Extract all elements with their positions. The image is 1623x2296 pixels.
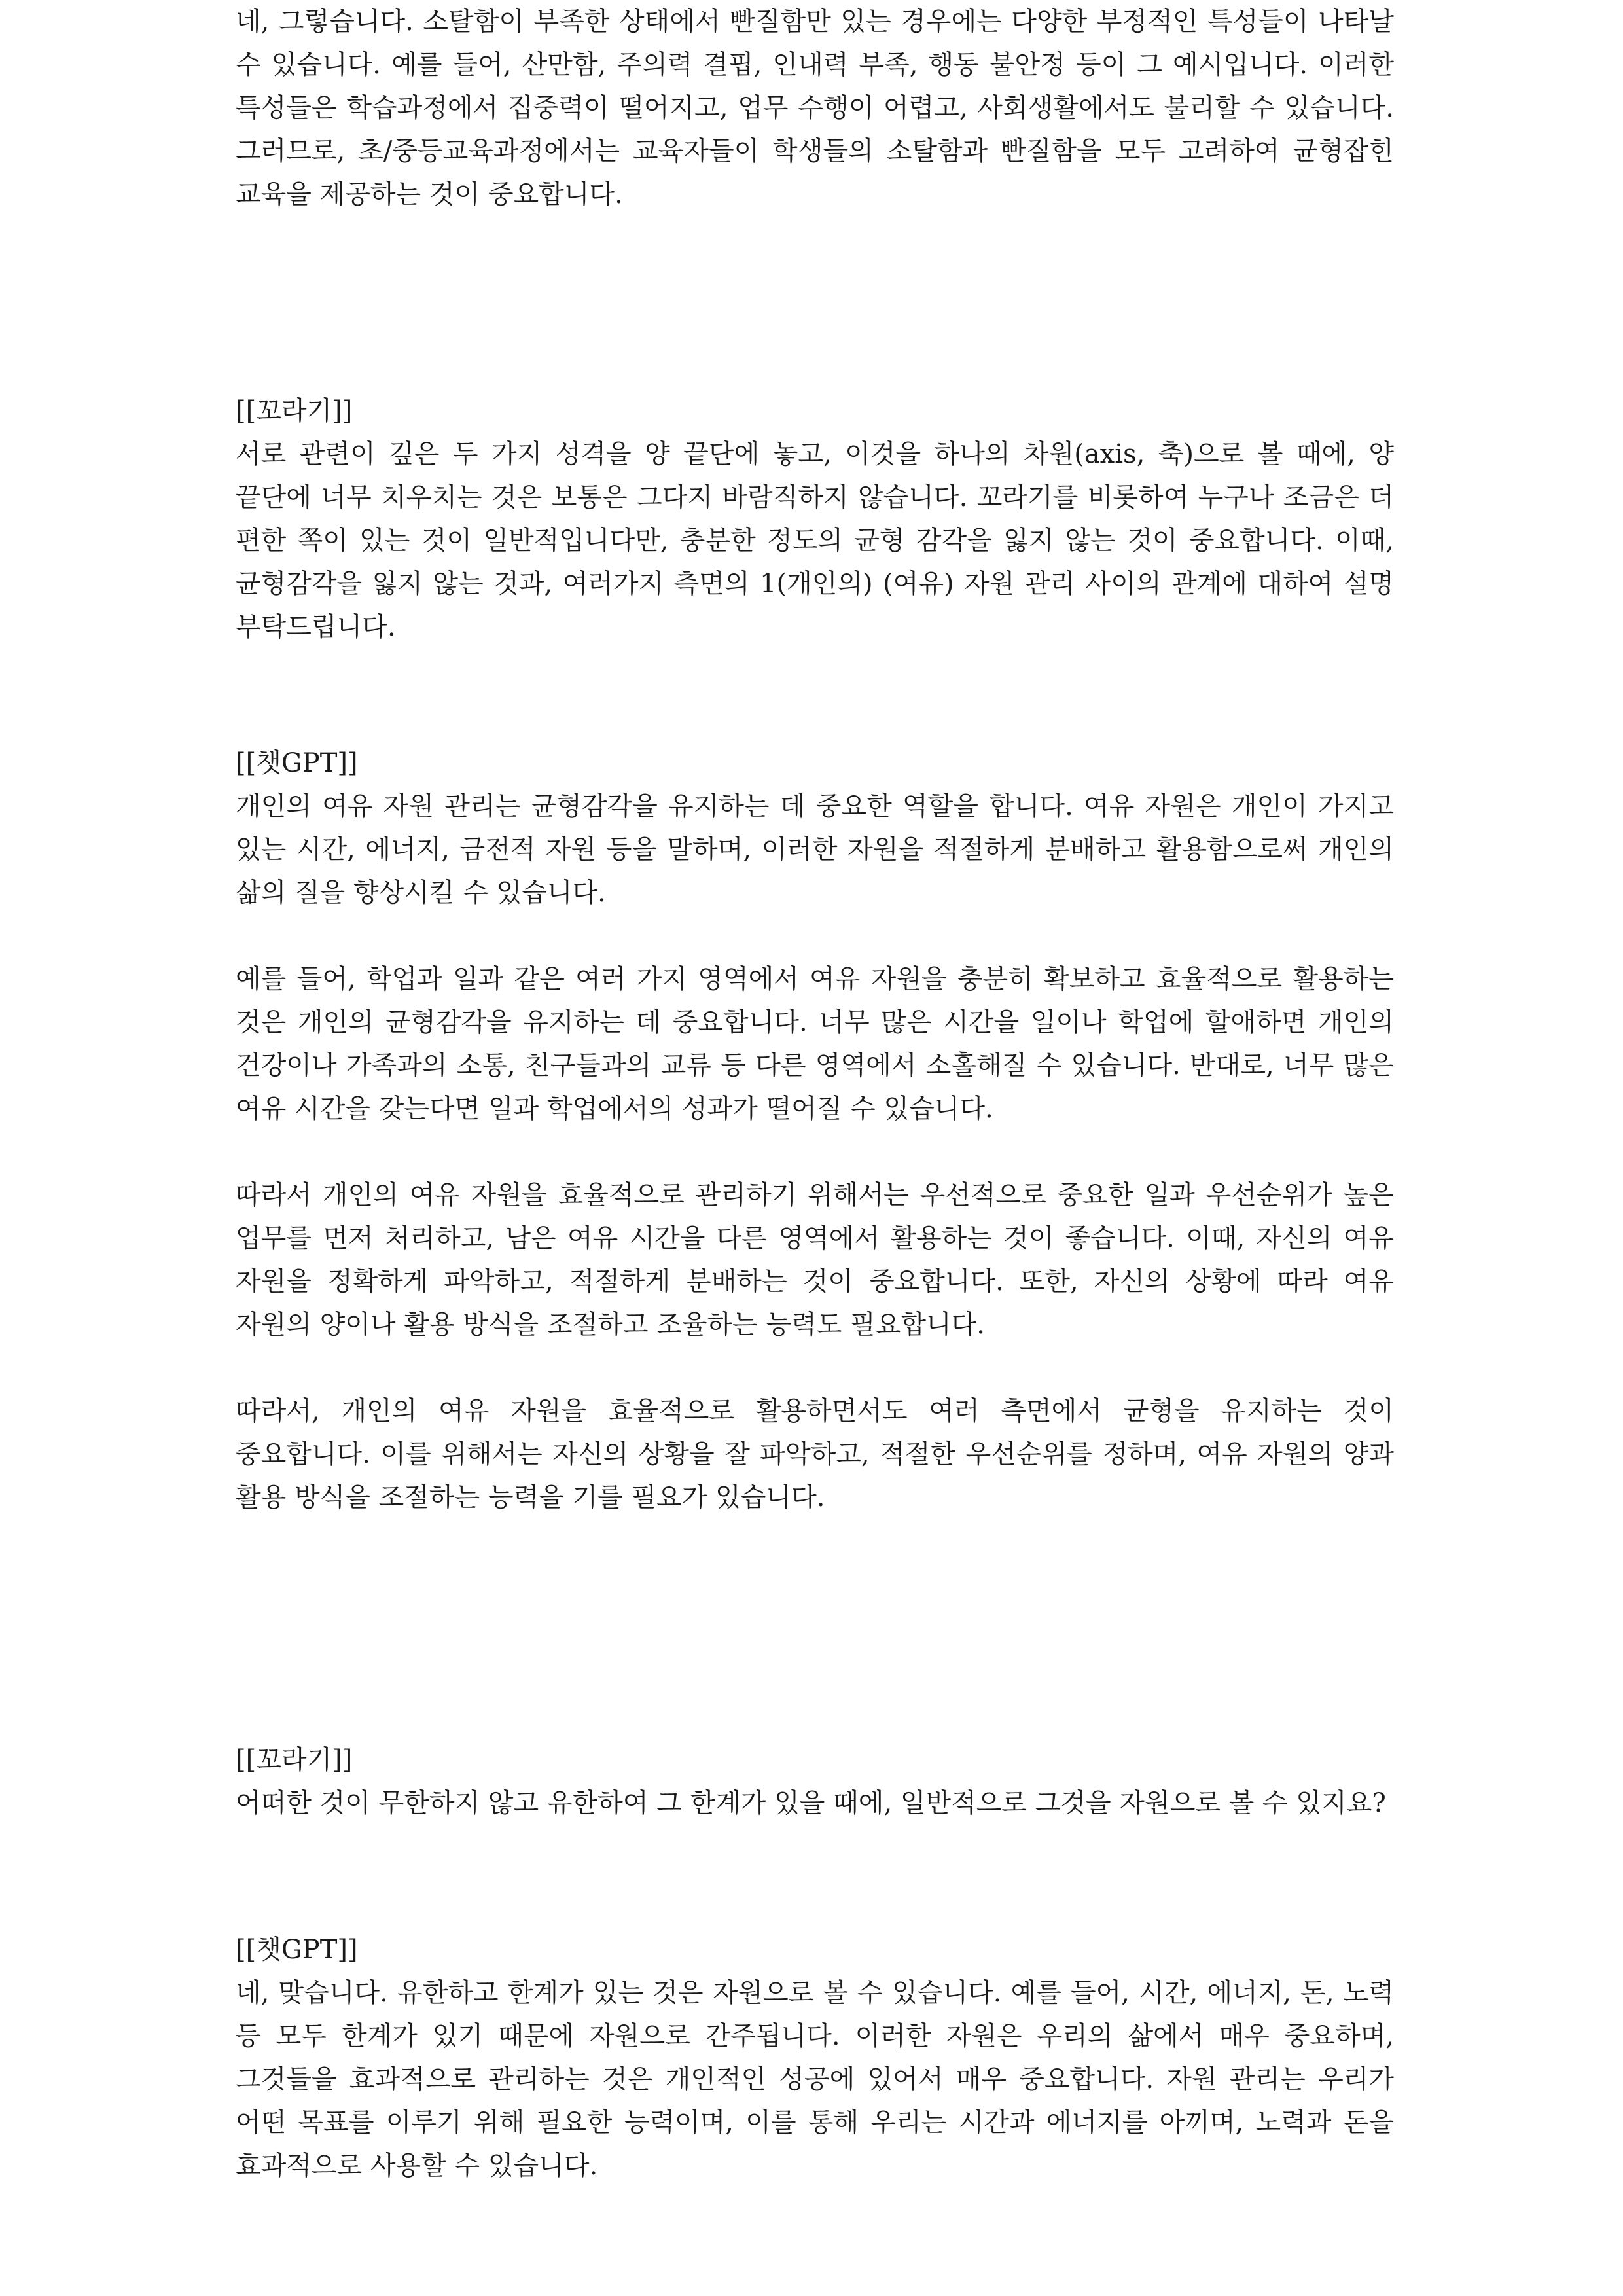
- message-block: [236, 0, 1394, 216]
- speaker-label: [[꼬라기]]: [236, 1745, 353, 1775]
- speaker-label: [[꼬라기]]: [236, 396, 353, 426]
- paragraph: 따라서 개인의 여유 자원을 효율적으로 관리하기 위해서는 우선적으로 중요한 일과 우선순위가 높은 업무를 먼저 처리하고, 남은 여유 시간을 다른 영역에서 활용하는 것이 좋습니다. 이때, 자신의 여유 자원을 정확하게 파악하고, 적절하게 분배하는 것이 중요합니다. 또한, 자신의 상황에 따라 여유 자원의 양이나 활용 방식을 조절하고 조율하는 능력도 필요합니다.: [236, 1180, 1394, 1340]
- paragraph: 네, 그렇습니다. 소탈함이 부족한 상태에서 빤질함만 있는 경우에는 다양한 부정적인 특성들이 나타날 수 있습니다. 예를 들어, 산만함, 주의력 결핍, 인내력 부족, 행동 불안정 등이 그 예시입니다. 이러한 특성들은 학습과정에서 집중력이 떨어지고, 업무 수행이 어렵고, 사회생활에서도 불리할 수 있습니다. 그러므로, 초/중등교육과정에서는 교육자들이 학생들의 소탈함과 빤질함을 모두 고려하여 균형잡힌 교육을 제공하는 것이 중요합니다.: [236, 7, 1394, 209]
- speaker-label: [[챗GPT]]: [236, 748, 358, 778]
- message-block: [236, 1738, 1394, 1825]
- paragraph: 서로 관련이 깊은 두 가지 성격을 양 끝단에 놓고, 이것을 하나의 차원(axis, 축)으로 볼 때에, 양 끝단에 너무 치우치는 것은 보통은 그다지 바람직하지 않습니다. 꼬라기를 비롯하여 누구나 조금은 더 편한 쪽이 있는 것이 일반적입니다만, 충분한 정도의 균형 감각을 잃지 않는 것이 중요합니다. 이때, 균형감각을 잃지 않는 것과, 여러가지 측면의 1(개인의) (여유) 자원 관리 사이의 관계에 대하여 설명 부탁드립니다.: [236, 439, 1394, 642]
- paragraph: 개인의 여유 자원 관리는 균형감각을 유지하는 데 중요한 역할을 합니다. 여유 자원은 개인이 가지고 있는 시간, 에너지, 금전적 자원 등을 말하며, 이러한 자원을 적절하게 분배하고 활용함으로써 개인의 삶의 질을 향상시킬 수 있습니다.: [236, 791, 1394, 908]
- paragraph: 어떠한 것이 무한하지 않고 유한하여 그 한계가 있을 때에, 일반적으로 그것을 자원으로 볼 수 있지요?: [236, 1788, 1386, 1818]
- message-block: [236, 742, 1394, 1519]
- message-block: [236, 389, 1394, 649]
- paragraph: 예를 들어, 학업과 일과 같은 여러 가지 영역에서 여유 자원을 충분히 확보하고 효율적으로 활용하는 것은 개인의 균형감각을 유지하는 데 중요합니다. 너무 많은 시간을 일이나 학업에 할애하면 개인의 건강이나 가족과의 소통, 친구들과의 교류 등 다른 영역에서 소홀해질 수 있습니다. 반대로, 너무 많은 여유 시간을 갖는다면 일과 학업에서의 성과가 떨어질 수 있습니다.: [236, 964, 1394, 1124]
- paragraph: 네, 맞습니다. 유한하고 한계가 있는 것은 자원으로 볼 수 있습니다. 예를 들어, 시간, 에너지, 돈, 노력 등 모두 한계가 있기 때문에 자원으로 간주됩니다. 이러한 자원은 우리의 삶에서 매우 중요하며, 그것들을 효과적으로 관리하는 것은 개인적인 성공에 있어서 매우 중요합니다. 자원 관리는 우리가 어떤 목표를 이루기 위해 필요한 능력이며, 이를 통해 우리는 시간과 에너지를 아끼며, 노력과 돈을 효과적으로 사용할 수 있습니다.: [236, 1978, 1394, 2181]
- message-block: [236, 1928, 1394, 2187]
- speaker-label: [[챗GPT]]: [236, 1935, 358, 1965]
- paragraph: 따라서, 개인의 여유 자원을 효율적으로 활용하면서도 여러 측면에서 균형을 유지하는 것이 중요합니다. 이를 위해서는 자신의 상황을 잘 파악하고, 적절한 우선순위를 정하며, 여유 자원의 양과 활용 방식을 조절하는 능력을 기를 필요가 있습니다.: [236, 1396, 1394, 1513]
